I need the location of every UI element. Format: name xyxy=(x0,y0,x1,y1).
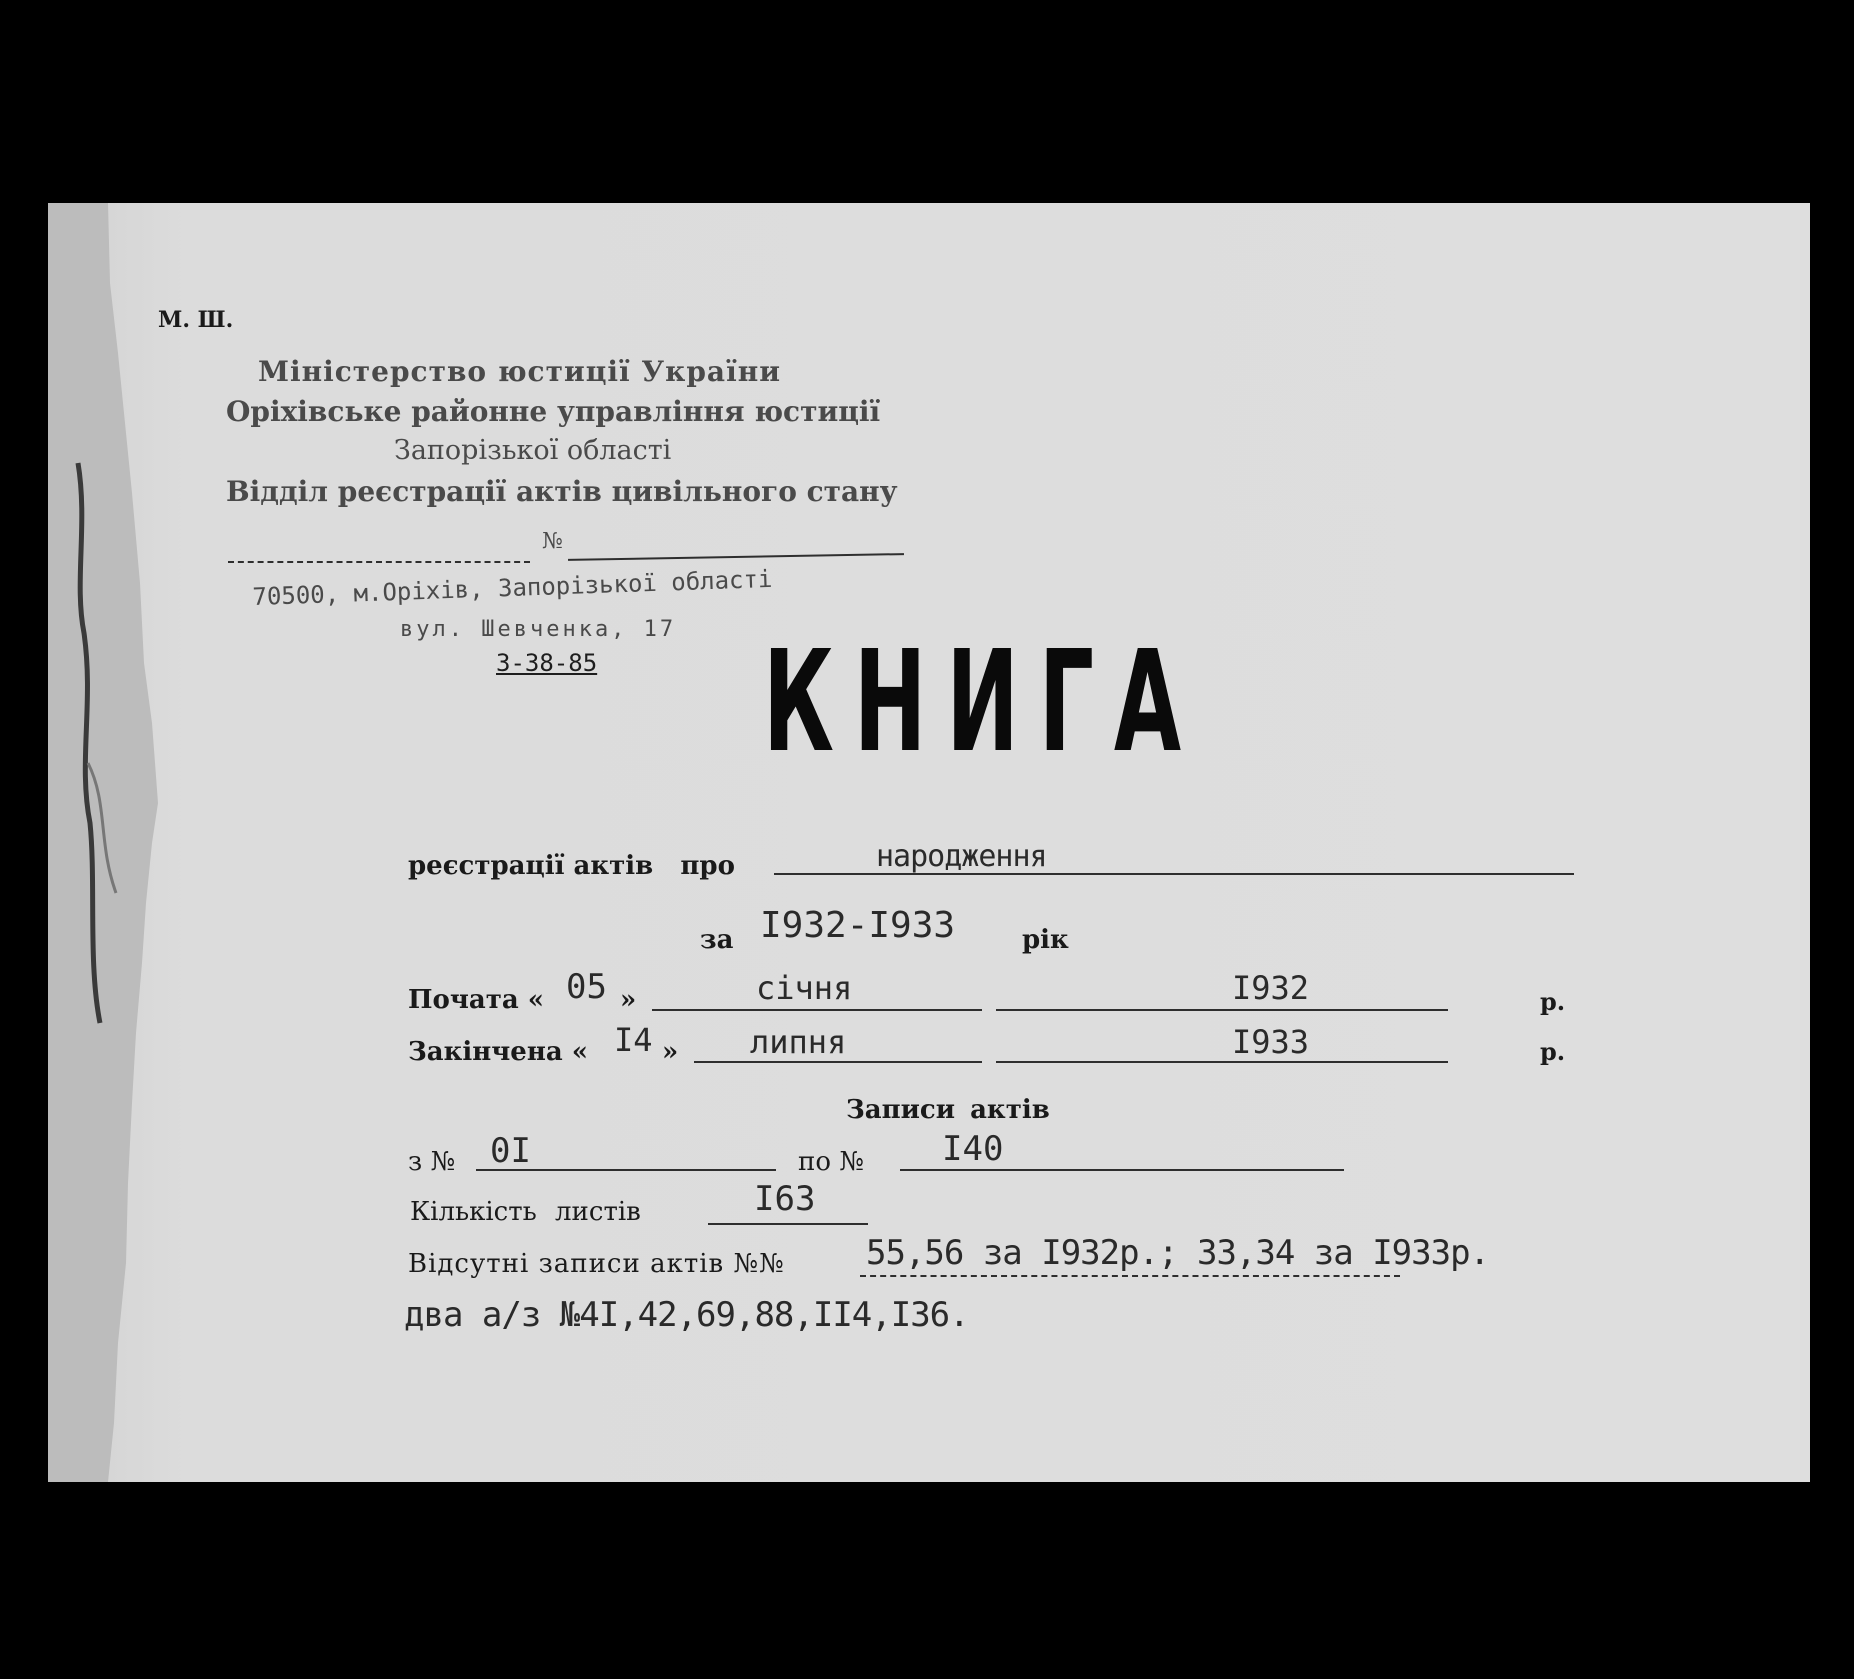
missing-label: Відсутні записи актів №№ xyxy=(408,1249,785,1279)
stamp-department: Оріхівське районне управління юстиції xyxy=(226,395,881,428)
stamp-phone: 3-38-85 xyxy=(496,649,598,677)
started-year: I932 xyxy=(1232,969,1310,1007)
records-to-line xyxy=(900,1169,1344,1171)
page-title: КНИГА xyxy=(763,621,1201,784)
sheets-line xyxy=(708,1223,868,1225)
stamp-number-line-left xyxy=(228,561,530,563)
period-value: I932-I933 xyxy=(760,905,956,946)
records-to-label: по № xyxy=(798,1147,864,1177)
stamp-number-sign: № xyxy=(542,529,563,554)
corner-mark: М. Ш. xyxy=(158,307,234,333)
stamp-street: вул. Шевченка, 17 xyxy=(400,617,677,642)
ended-year: I933 xyxy=(1232,1023,1310,1061)
period-prefix: за xyxy=(700,925,734,955)
document-sheet xyxy=(48,203,1810,1482)
registration-label: реєстрації актів про xyxy=(408,851,735,881)
ended-day: I4 xyxy=(614,1021,653,1059)
sheets-label: Кількість листів xyxy=(410,1197,641,1227)
ended-close: » xyxy=(662,1037,679,1067)
started-month: січня xyxy=(756,969,853,1007)
started-month-line xyxy=(652,1009,982,1011)
missing-value: 55,56 за I932р.; 33,34 за I933р. xyxy=(866,1233,1490,1273)
stamp-region: Запорізької області xyxy=(394,435,672,466)
stamp-ministry: Міністерство юстиції України xyxy=(258,355,781,388)
records-from-line xyxy=(476,1169,776,1171)
stamp-registry: Відділ реєстрації актів цивільного стану xyxy=(226,475,898,508)
ended-year-line xyxy=(996,1061,1448,1063)
started-suffix: р. xyxy=(1540,987,1566,1016)
registration-value: народження xyxy=(876,839,1047,874)
period-suffix: рік xyxy=(1022,925,1069,955)
stamp-address: 70500, м.Оріхів, Запорізької області xyxy=(252,564,773,611)
records-from-value: 0I xyxy=(490,1131,531,1171)
records-heading: Записи актів xyxy=(846,1095,1050,1125)
started-year-line xyxy=(996,1009,1448,1011)
records-from-label: з № xyxy=(408,1147,456,1177)
started-label: Почата « xyxy=(408,985,545,1015)
records-to-value: I40 xyxy=(942,1129,1004,1169)
sheets-value: I63 xyxy=(754,1179,816,1219)
ended-month-line xyxy=(694,1061,982,1063)
missing-line2: два а/з №4I,42,69,88,II4,I36. xyxy=(404,1295,969,1335)
ended-month: липня xyxy=(750,1023,847,1061)
started-day: 05 xyxy=(566,967,607,1007)
ended-suffix: р. xyxy=(1540,1037,1566,1066)
torn-edge xyxy=(48,203,198,1482)
stamp-number-line-right xyxy=(568,553,904,561)
ended-label: Закінчена « xyxy=(408,1037,589,1067)
missing-line xyxy=(860,1275,1400,1277)
started-close: » xyxy=(620,985,637,1015)
registration-line xyxy=(774,873,1574,875)
